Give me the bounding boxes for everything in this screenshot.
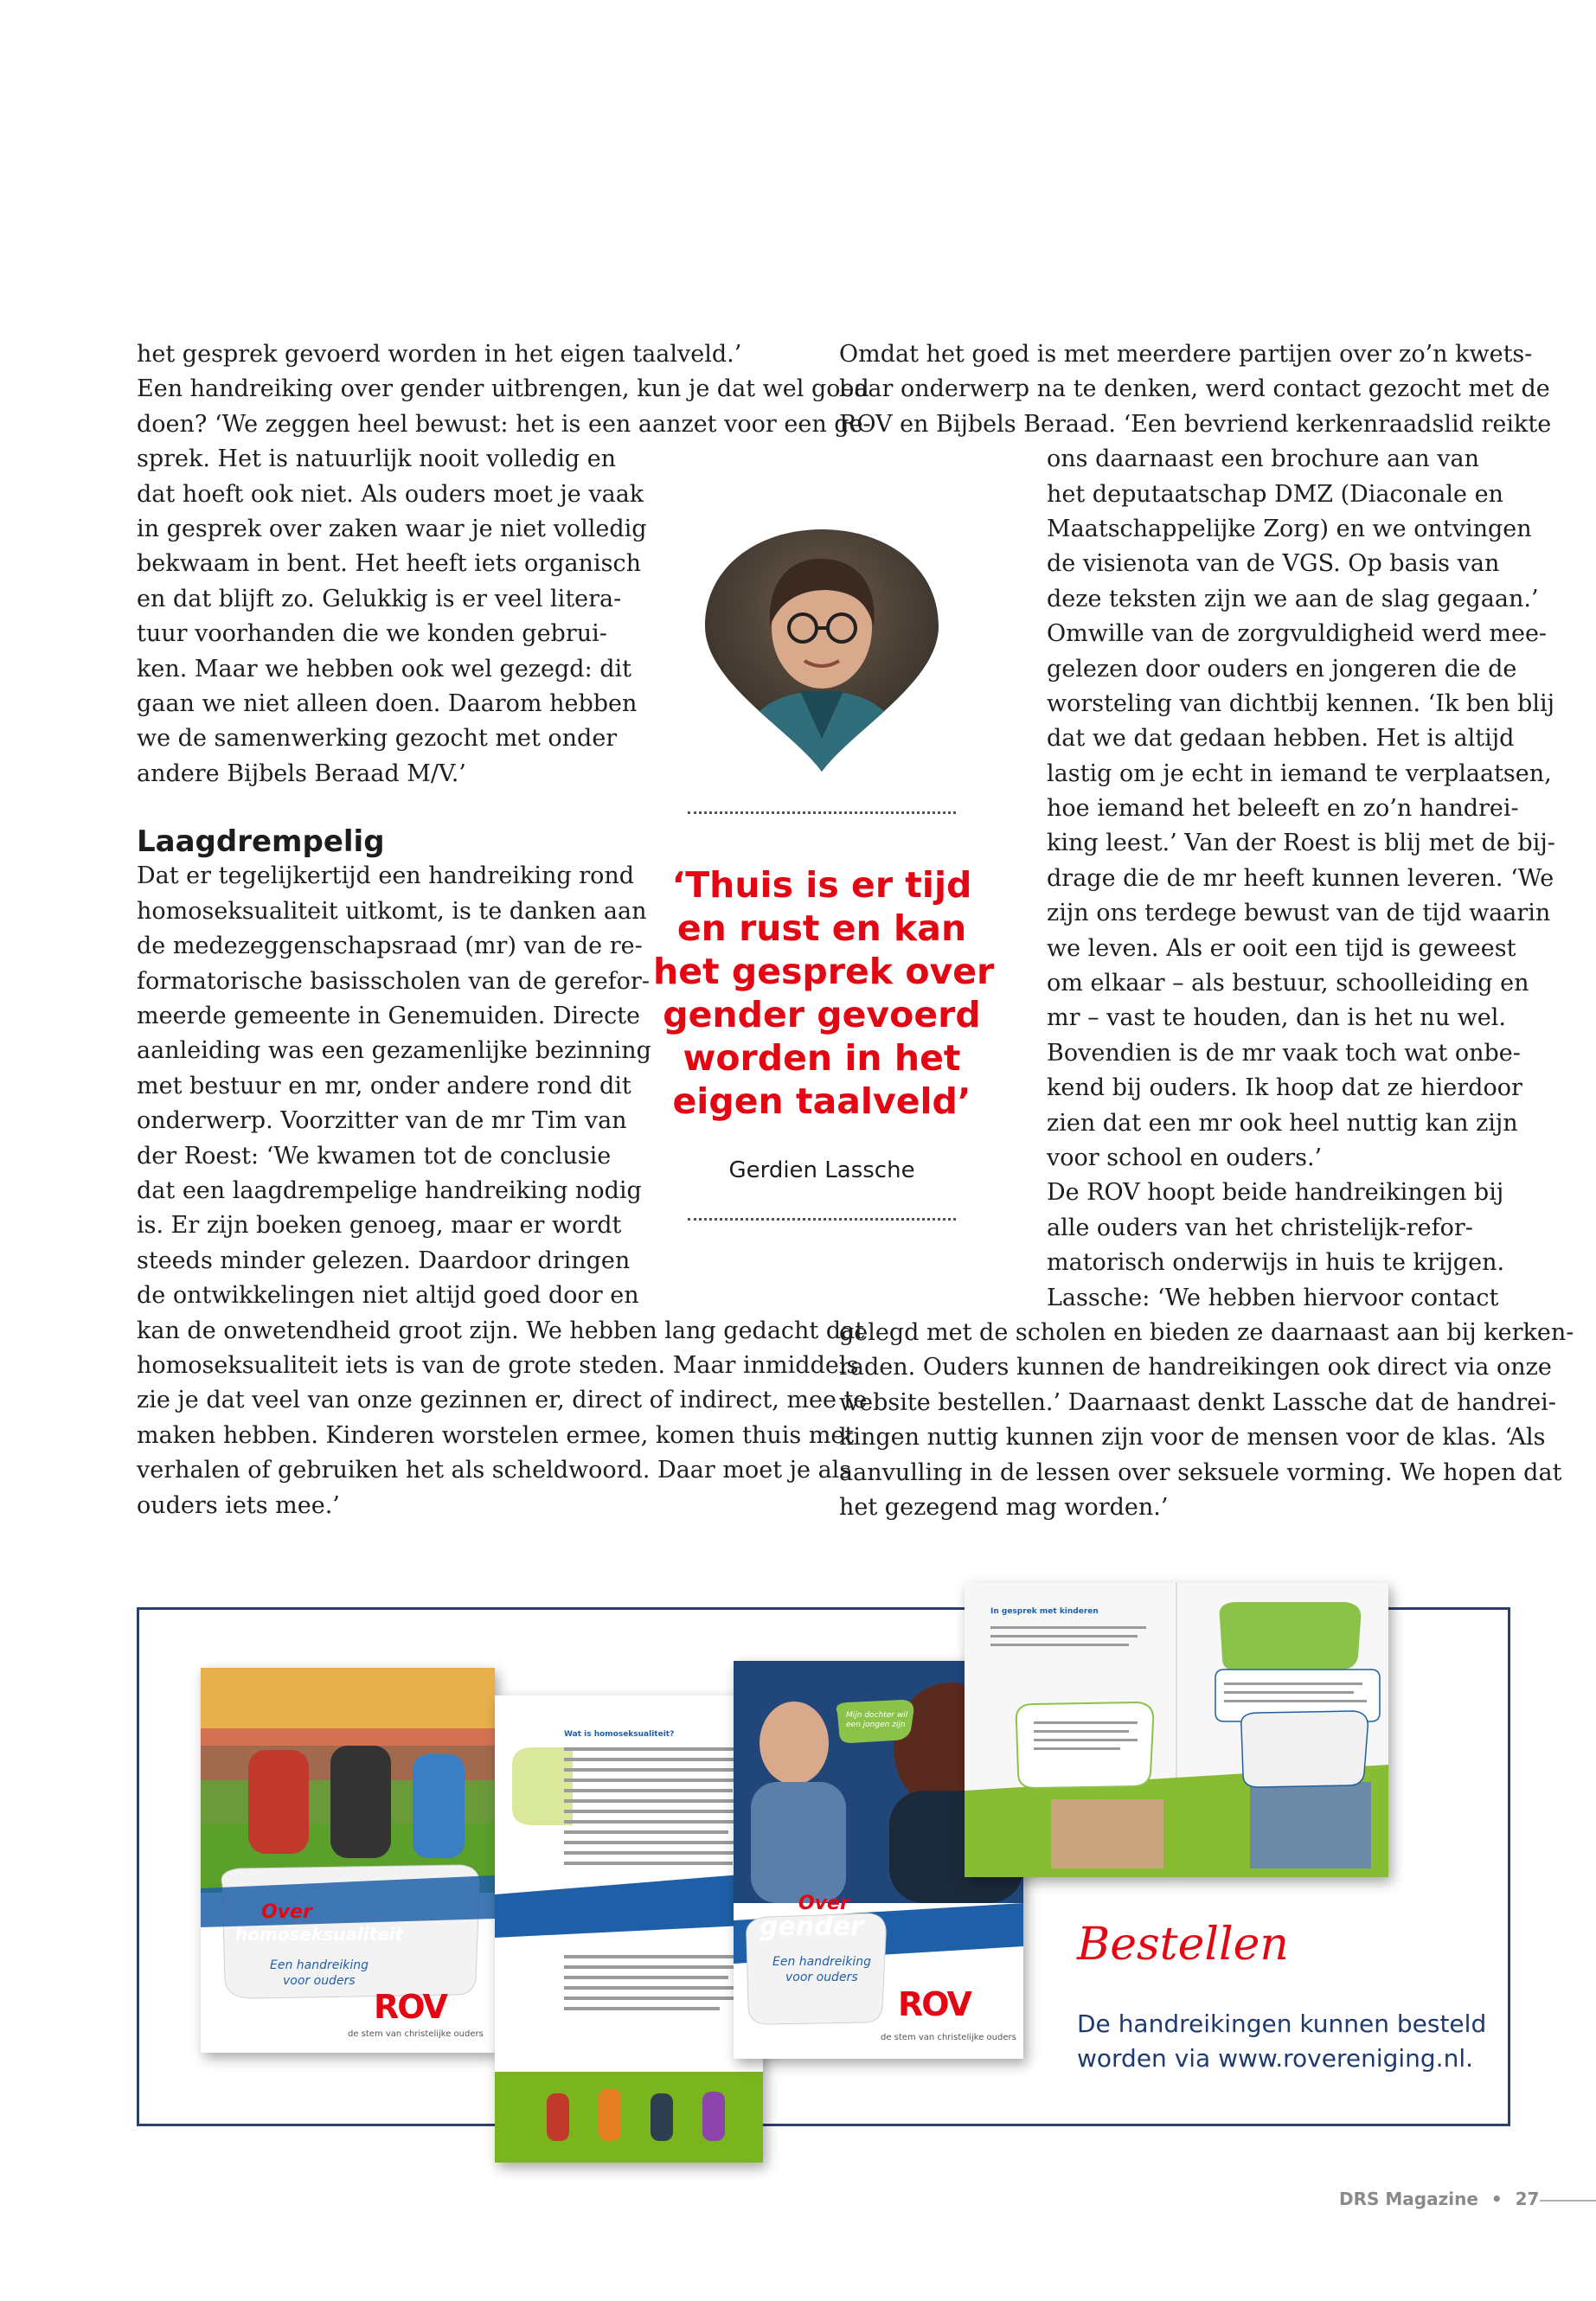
body-text-line: baar onderwerp na te denken, werd contact gezocht met de <box>839 375 1550 403</box>
body-text-line: zie je dat veel van onze gezinnen er, direct of indirect, mee te <box>137 1387 868 1414</box>
booklet-homo-title: homoseksualiteit <box>235 1924 404 1945</box>
pull-quote-line: ‘Thuis is er tijd <box>671 864 972 906</box>
pull-quote-line: en rust en kan <box>676 907 967 949</box>
body-text-line: voor school en ouders.’ <box>1047 1144 1323 1171</box>
order-text-line-1: De handreikingen kunnen besteld <box>1077 2009 1487 2038</box>
body-text-line: ons daarnaast een brochure aan van <box>1047 445 1479 473</box>
booklet-gender-subtitle-1: Een handreiking <box>772 1955 872 1969</box>
body-text-line: steeds minder gelezen. Daardoor dringen <box>137 1247 631 1274</box>
booklet-gender-spread <box>965 1583 1388 1877</box>
body-text-line: we de samenwerking gezocht met onder <box>137 725 618 753</box>
body-text-line: kend bij ouders. Ik hoop dat ze hierdoor <box>1047 1074 1522 1102</box>
body-text-line: dat hoeft ook niet. Als ouders moet je vaak <box>137 480 644 508</box>
pull-quote-line: eigen taalveld’ <box>672 1080 971 1122</box>
body-text-line: dat we dat gedaan hebben. Het is altijd <box>1047 725 1515 753</box>
quote-divider-top <box>688 811 956 814</box>
body-text-line: het gesprek gevoerd worden in het eigen taalveld.’ <box>137 341 742 368</box>
body-text-line: bekwaam in bent. Het heeft iets organisch <box>137 550 641 578</box>
body-text-line: Dat er tegelijkertijd een handreiking rond <box>137 862 635 890</box>
footer-rule <box>1540 2200 1596 2202</box>
body-text-line: Omwille van de zorgvuldigheid werd mee- <box>1047 620 1548 648</box>
body-text-line: verhalen of gebruiken het als scheldwoord. Daar moet je als <box>137 1457 852 1484</box>
body-text-line: tuur voorhanden die we konden gebrui- <box>137 620 607 648</box>
body-text-line: website bestellen.’ Daarnaast denkt Lassche dat de handrei- <box>839 1388 1556 1416</box>
body-text-line: hoe iemand het beleeft en zo’n handrei- <box>1047 795 1519 823</box>
body-text-line: Maatschappelijke Zorg) en we ontvingen <box>1047 515 1532 542</box>
body-text-line: sprek. Het is natuurlijk nooit volledig en <box>137 445 617 473</box>
body-text-line: homoseksualiteit uitkomt, is te danken aan <box>137 897 647 925</box>
booklet-homo-tagline: de stem van christelijke ouders <box>348 2029 484 2039</box>
quote-divider-bottom <box>688 1218 956 1221</box>
body-text-line: met bestuur en mr, onder andere rond dit <box>137 1072 631 1099</box>
body-text-line: formatorische basisscholen van de gerefor- <box>137 967 650 995</box>
pull-quote-line: worden in het <box>683 1037 961 1079</box>
spread-gender-heading: In gesprek met kinderen <box>990 1607 1099 1616</box>
booklet-homo-over: Over <box>261 1901 312 1923</box>
section-heading: Laagdrempelig <box>137 824 385 860</box>
body-text-line: matorisch onderwijs in huis te krijgen. <box>1047 1249 1505 1277</box>
body-text-line: doen? ‘We zeggen heel bewust: het is een aanzet voor een ge- <box>137 410 871 438</box>
body-text-line: worsteling van dichtbij kennen. ‘Ik ben blij <box>1047 689 1554 717</box>
body-text-line: gelezen door ouders en jongeren die de <box>1047 655 1517 683</box>
booklet-homo-cover <box>201 1668 495 2053</box>
booklet-gender-title: gender <box>760 1912 863 1942</box>
booklet-homo-spread <box>495 1695 763 2163</box>
body-text-line: zien dat een mr ook heel nuttig kan zijn <box>1047 1109 1518 1137</box>
body-text-line: aanleiding was een gezamenlijke bezinning <box>137 1037 651 1065</box>
booklet-gender-logo: ROV <box>898 1985 971 2023</box>
body-text-line: aanvulling in de lessen over seksuele vorming. We hopen dat <box>839 1458 1562 1486</box>
body-text-line: lastig om je echt in iemand te verplaatsen, <box>1047 760 1552 787</box>
body-text-line: gelegd met de scholen en bieden ze daarnaast aan bij kerken- <box>839 1318 1574 1346</box>
quote-author: Gerdien Lassche <box>728 1157 915 1183</box>
body-text-line: dat een laagdrempelige handreiking nodig <box>137 1176 642 1204</box>
body-text-line: zijn ons terdege bewust van de tijd waarin <box>1047 900 1551 927</box>
pull-quote-line: het gesprek over <box>653 951 995 992</box>
body-text-line: Bovendien is de mr vaak toch wat onbe- <box>1047 1039 1521 1067</box>
body-text-line: deze teksten zijn we aan de slag gegaan.’ <box>1047 585 1539 612</box>
order-title: Bestellen <box>1077 1919 1289 1971</box>
body-text-line: drage die de mr heeft kunnen leveren. ‘We <box>1047 864 1554 892</box>
pull-quote <box>653 863 995 1123</box>
body-text-line: kingen nuttig kunnen zijn voor de mensen voor de klas. ‘Als <box>839 1424 1546 1452</box>
body-text-line: ken. Maar we hebben ook wel gezegd: dit <box>137 655 632 683</box>
body-text-line: Een handreiking over gender uitbrengen, kun je dat wel goed <box>137 375 869 403</box>
body-text-line: de ontwikkelingen niet altijd goed door en <box>137 1282 639 1310</box>
body-text-line: Omdat het goed is met meerdere partijen over zo’n kwets- <box>839 341 1533 368</box>
body-text-line: meerde gemeente in Genemuiden. Directe <box>137 1003 641 1030</box>
body-text-line: Lassche: ‘We hebben hiervoor contact <box>1047 1284 1499 1311</box>
body-text-line: om elkaar – als bestuur, schoolleiding en <box>1047 970 1529 997</box>
booklet-gender-subtitle-2: voor ouders <box>785 1971 858 1984</box>
body-text-line: de medezeggenschapsraad (mr) van de re- <box>137 933 643 960</box>
page-footer <box>1339 2189 1539 2209</box>
body-text-line: onderwerp. Voorzitter van de mr Tim van <box>137 1107 627 1135</box>
body-text-line: gaan we niet alleen doen. Daarom hebben <box>137 689 638 717</box>
body-text-line: homoseksualiteit iets is van de grote steden. Maar inmiddels <box>137 1351 859 1379</box>
body-text-line: in gesprek over zaken waar je niet volledig <box>137 515 647 542</box>
body-text-line: het gezegend mag worden.’ <box>839 1493 1169 1521</box>
pull-quote-line: gender gevoerd <box>663 994 981 1035</box>
body-text-line: der Roest: ‘We kwamen tot de conclusie <box>137 1142 612 1170</box>
footer-separator: • <box>1490 2189 1503 2209</box>
order-text <box>1077 2007 1492 2076</box>
body-text-line: alle ouders van het christelijk-refor- <box>1047 1214 1473 1241</box>
booklet-gender-tagline: de stem van christelijke ouders <box>881 2033 1016 2042</box>
order-text-line-2: worden via www.rovereniging.nl. <box>1077 2044 1474 2073</box>
body-text-line: maken hebben. Kinderen worstelen ermee, komen thuis met <box>137 1421 855 1449</box>
body-text-line: king leest.’ Van der Roest is blij met de bij- <box>1047 830 1555 857</box>
body-text-line: we leven. Als er ooit een tijd is geweest <box>1047 934 1516 962</box>
body-text-line: mr – vast te houden, dan is het nu wel. <box>1047 1004 1506 1032</box>
body-text-line: De ROV hoopt beide handreikingen bij <box>1047 1179 1504 1207</box>
body-text-line: kan de onwetendheid groot zijn. We hebben lang gedacht dat <box>137 1317 865 1344</box>
body-text-line: raden. Ouders kunnen de handreikingen ook direct via onze <box>839 1354 1552 1381</box>
spread-homo-heading: Wat is homoseksualiteit? <box>564 1730 675 1739</box>
booklet-homo-subtitle-1: Een handreiking <box>270 1958 369 1972</box>
booklet-gender-over: Over <box>798 1893 849 1914</box>
booklet-gender-bubble: Mijn dochter wil een jongen zijn <box>846 1711 908 1729</box>
magazine-name: DRS Magazine <box>1339 2189 1478 2209</box>
body-text-line: en dat blijft zo. Gelukkig is er veel litera- <box>137 585 622 612</box>
booklet-homo-subtitle-2: voor ouders <box>283 1974 356 1988</box>
body-text-line: ROV en Bijbels Beraad. ‘Een bevriend kerkenraadslid reikte <box>839 410 1552 438</box>
portrait-photo <box>696 522 947 773</box>
body-text-line: de visienota van de VGS. Op basis van <box>1047 550 1500 578</box>
body-text-line: het deputaatschap DMZ (Diaconale en <box>1047 480 1503 508</box>
booklet-homo-logo: ROV <box>374 1988 446 2026</box>
body-text-line: is. Er zijn boeken genoeg, maar er wordt <box>137 1212 622 1240</box>
body-text-line: ouders iets mee.’ <box>137 1491 340 1519</box>
body-text-line: andere Bijbels Beraad M/V.’ <box>137 760 466 787</box>
page-number: 27 <box>1515 2189 1540 2209</box>
